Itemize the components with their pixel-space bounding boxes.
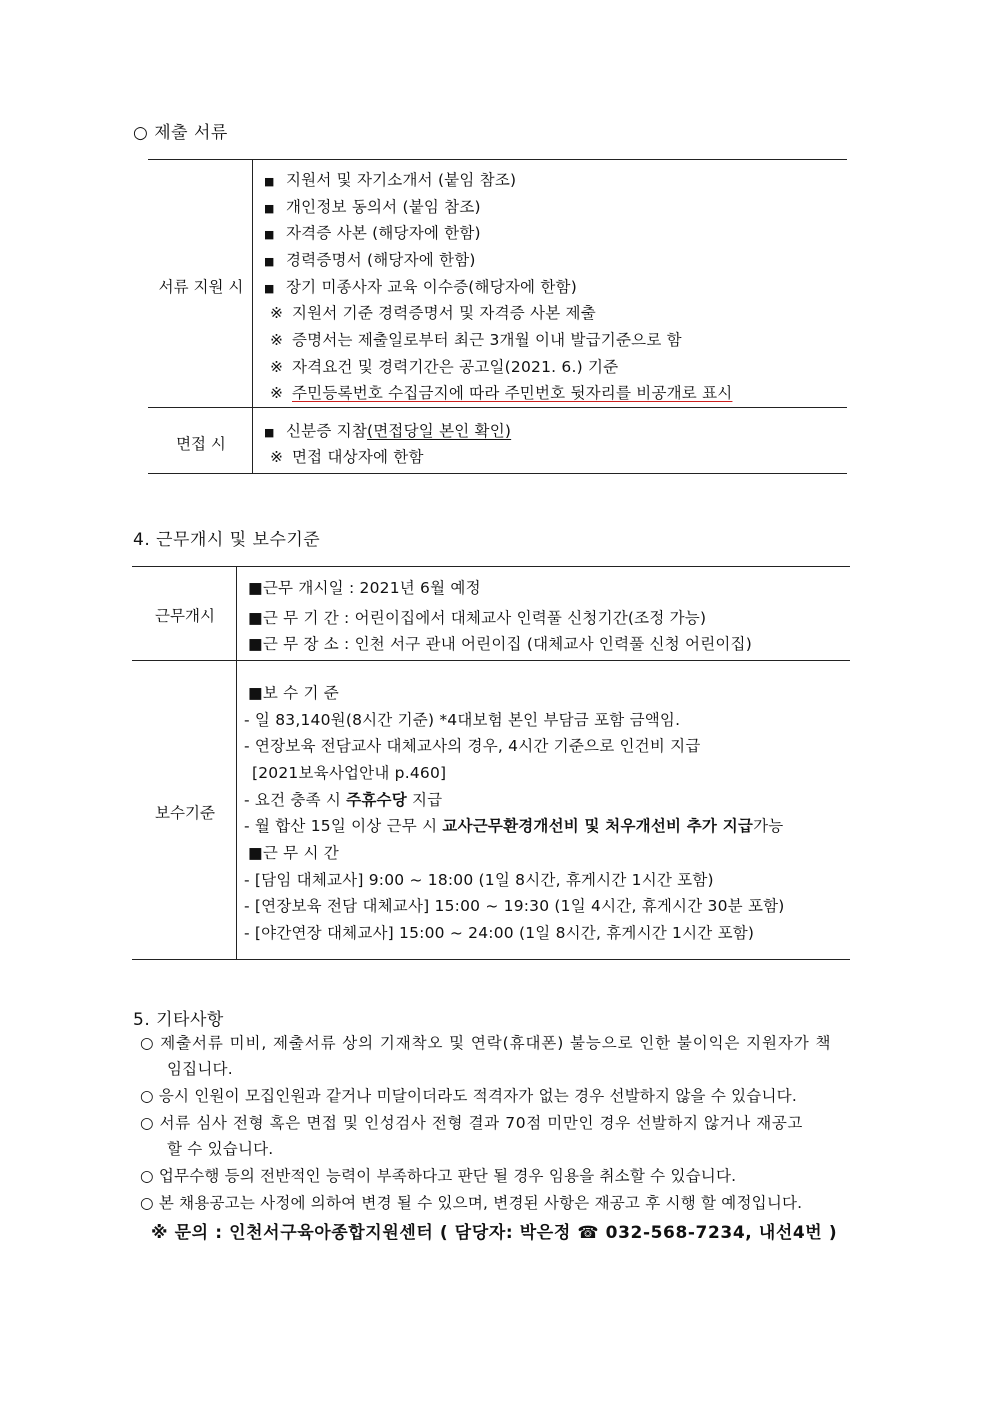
other-item-continued: 임집니다. [167,1060,233,1078]
bullet-icon: ■ [264,202,275,215]
list-item: ■ 개인정보 동의서 (붙임 참조) [264,198,481,216]
reference-mark-icon: ※ [270,358,284,376]
row-label-application: 서류 지원 시 [158,278,244,296]
pay-reference-line: [2021보육사업안내 p.460] [252,764,447,782]
list-item: ■ 장기 미종사자 교육 이수증(해당자에 한함) [264,278,577,296]
table-row-divider [132,660,850,661]
start-date-line: ■근무 개시일 : 2021년 6월 예정 [248,579,481,597]
section-heading-documents: ○ 제출 서류 [133,123,228,143]
bullet-icon: ■ [264,426,275,439]
list-item: ■ 신분증 지참(면접당일 본인 확인) [264,422,512,440]
other-item: ○ 본 채용공고는 사정에 의하여 변경 될 수 있으며, 변경된 사항은 재공고 후 시행 할 예정입니다. [140,1194,803,1212]
pay-extra-allowance-line: - 월 합산 15일 이상 근무 시 교사근무환경개선비 및 처우개선비 추가 지급가능 [244,817,784,835]
hours-line: - [담임 대체교사] 9:00 ~ 18:00 (1일 8시간, 휴게시간 1시간 포함) [244,871,714,889]
other-item-continued: 할 수 있습니다. [167,1140,274,1158]
row-label-start: 근무개시 [155,607,215,625]
table-border-bottom [132,959,850,960]
bullet-icon: ■ [264,228,275,241]
note-item: ※ 자격요건 및 경력기간은 공고일(2021. 6.) 기준 [270,358,619,376]
other-item: ○ 제출서류 미비, 제출서류 상의 기재착오 및 연락(휴대폰) 불능으로 인한 불이익은 지원자가 책 [140,1034,832,1052]
contact-info: ※ 문의 : 인천서구육아종합지원센터 ( 담당자: 박은정 ☎ 032-568-7234, 내선4번 ) [151,1223,838,1243]
list-item: ■ 자격증 사본 (해당자에 한함) [264,224,481,242]
note-item-underlined: ※ 주민등록번호 수집금지에 따라 주민번호 뒷자리를 비공개로 표시 [270,384,733,402]
reference-mark-icon: ※ [270,331,284,349]
period-line: ■근 무 기 간 : 어린이집에서 대체교사 인력풀 신청기간(조정 가능) [248,609,707,627]
bullet-icon: ■ [264,175,275,188]
pay-daily-line: - 일 83,140원(8시간 기준) *4대보험 본인 부담금 포함 금액임. [244,711,681,729]
note-item: ※ 면접 대상자에 한함 [270,448,424,466]
section-heading-other: 5. 기타사항 [133,1010,224,1030]
reference-mark-icon: ※ [270,384,284,402]
location-line: ■근 무 장 소 : 인천 서구 관내 어린이집 (대체교사 인력풀 신청 어린이집) [248,635,752,653]
list-item: ■ 지원서 및 자기소개서 (붙임 참조) [264,171,517,189]
other-item: ○ 업무수행 등의 전반적인 능력이 부족하다고 판단 될 경우 임용을 취소할 수 있습니다. [140,1167,737,1185]
other-item: ○ 응시 인원이 모집인원과 같거나 미달이더라도 적격자가 없는 경우 선발하지 않을 수 있습니다. [140,1087,797,1105]
row-label-pay: 보수기준 [155,804,215,822]
table-column-divider [252,159,253,474]
row-label-interview: 면접 시 [176,435,226,453]
table-column-divider [236,566,237,960]
hours-line: - [야간연장 대체교사] 15:00 ~ 24:00 (1일 8시간, 휴게시간 1시간 포함) [244,924,755,942]
bullet-icon: ■ [264,255,275,268]
pay-title: ■보 수 기 준 [248,684,339,702]
pay-extended-line: - 연장보육 전담교사 대체교사의 경우, 4시간 기준으로 인건비 지급 [244,737,701,755]
list-item: ■ 경력증명서 (해당자에 한함) [264,251,476,269]
table-border-top [132,566,850,567]
reference-mark-icon: ※ [270,304,284,322]
note-item: ※ 지원서 기준 경력증명서 및 자격증 사본 제출 [270,304,596,322]
hours-title: ■근 무 시 간 [248,844,339,862]
reference-mark-icon: ※ [270,448,284,466]
other-item: ○ 서류 심사 전형 혹은 면접 및 인성검사 전형 결과 70점 미만인 경우 선발하지 않거나 재공고 [140,1114,804,1132]
hours-line: - [연장보육 전담 대체교사] 15:00 ~ 19:30 (1일 4시간, 휴게시간 30분 포함) [244,897,785,915]
pay-weekly-allowance-line: - 요건 충족 시 주휴수당 지급 [244,791,443,809]
note-item: ※ 증명서는 제출일로부터 최근 3개월 이내 발급기준으로 함 [270,331,682,349]
section-heading-work: 4. 근무개시 및 보수기준 [133,530,321,550]
bullet-icon: ■ [264,282,275,295]
